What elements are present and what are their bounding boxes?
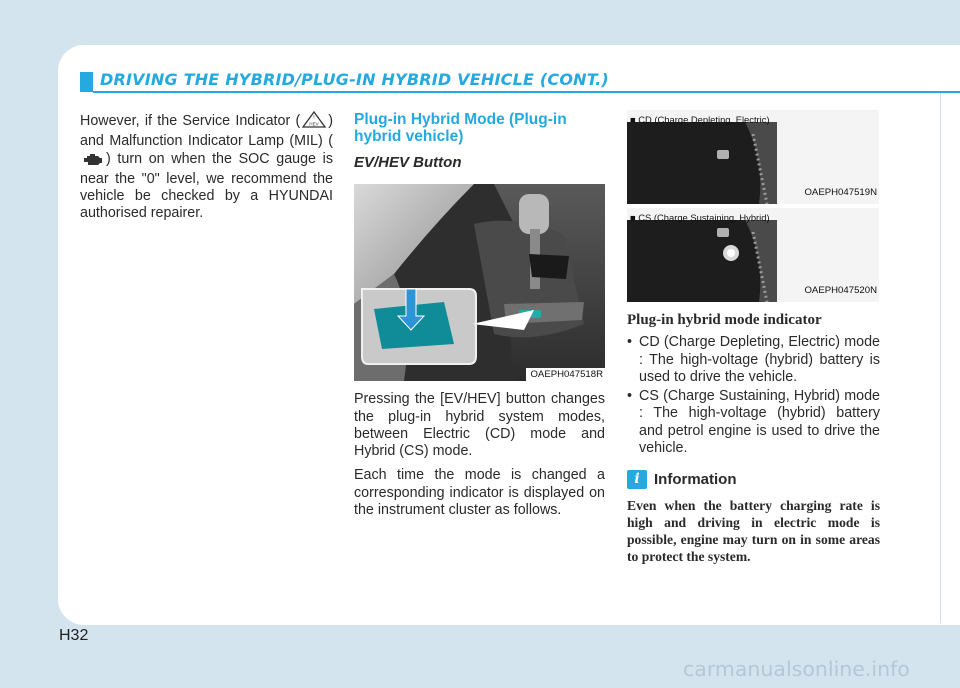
engine-check-icon: [82, 153, 104, 171]
ev-hev-description: [354, 391, 605, 519]
mode-indicator-title: Plug-in hybrid mode indicator: [627, 312, 822, 328]
cs-caption: OAEPH047520N: [804, 284, 877, 296]
header-accent-bar: [80, 72, 93, 92]
page-number: H32: [59, 627, 89, 644]
service-indicator-icon: [302, 111, 326, 133]
watermark: carmanualsonline.info: [683, 657, 910, 681]
header-rule: [93, 91, 960, 93]
bullet-cs-mode: • CS (Charge Sustaining, Hybrid) mode : The high-voltage (hybrid) battery and petrol engine is used to drive the vehicle.: [627, 388, 880, 457]
cd-caption: OAEPH047519N: [804, 186, 877, 198]
information-body: Even when the battery charging rate is high and driving in electric mode is possible, engine may turn on in some areas to protect the system.: [627, 498, 880, 565]
information-header: [627, 470, 880, 489]
cs-label: ■ CS (Charge Sustaining, Hybrid): [630, 212, 770, 223]
column-2: [354, 111, 605, 519]
svg-text:!: !: [313, 115, 315, 121]
margin-line: [940, 93, 941, 623]
paragraph-text-b: ) and Malfunction Indicator Lamp (MIL) (: [80, 113, 333, 150]
info-icon: i: [627, 470, 647, 489]
column-3: [627, 110, 880, 565]
console-illustration: [354, 184, 605, 381]
ev-hev-button-subtitle: EV/HEV Button: [354, 154, 462, 171]
section-header-title: DRIVING THE HYBRID/PLUG-IN HYBRID VEHICLE (CONT.): [100, 70, 609, 89]
paragraph-text-a: However, if the Service Indicator (: [80, 113, 301, 129]
ev-hev-paragraph-2: Each time the mode is changed a corresponding indicator is displayed on the instrument cluster as follows.: [354, 467, 605, 519]
mode-bullet-list: [627, 334, 880, 457]
cs-mode-cluster-image: [627, 208, 879, 302]
cd-label: ■ CD (Charge Depleting, Electric): [630, 114, 770, 125]
cd-mode-cluster-image: [627, 110, 879, 204]
photo-caption: OAEPH047518R: [526, 368, 605, 381]
service-indicator-paragraph: [80, 111, 333, 223]
ev-hev-button-photo: [354, 184, 605, 381]
paragraph-text-c: ) turn on when the SOC gauge is near the "0" level, we recommend the vehicle be checked by a HYUNDAI authorised repairer.: [80, 150, 333, 222]
column-1: [80, 111, 333, 223]
svg-text:HEV: HEV: [309, 121, 319, 127]
information-title: Information: [654, 471, 737, 489]
ev-hev-paragraph-1: Pressing the [EV/HEV] button changes the plug-in hybrid system modes, between Electric (CD) mode and Hybrid (CS) mode.: [354, 391, 605, 460]
bullet-cd-mode: • CD (Charge Depleting, Electric) mode : The high-voltage (hybrid) battery is used to drive the vehicle.: [627, 334, 880, 386]
plug-in-mode-title: Plug-in Hybrid Mode (Plug-in hybrid vehicle): [354, 111, 567, 145]
